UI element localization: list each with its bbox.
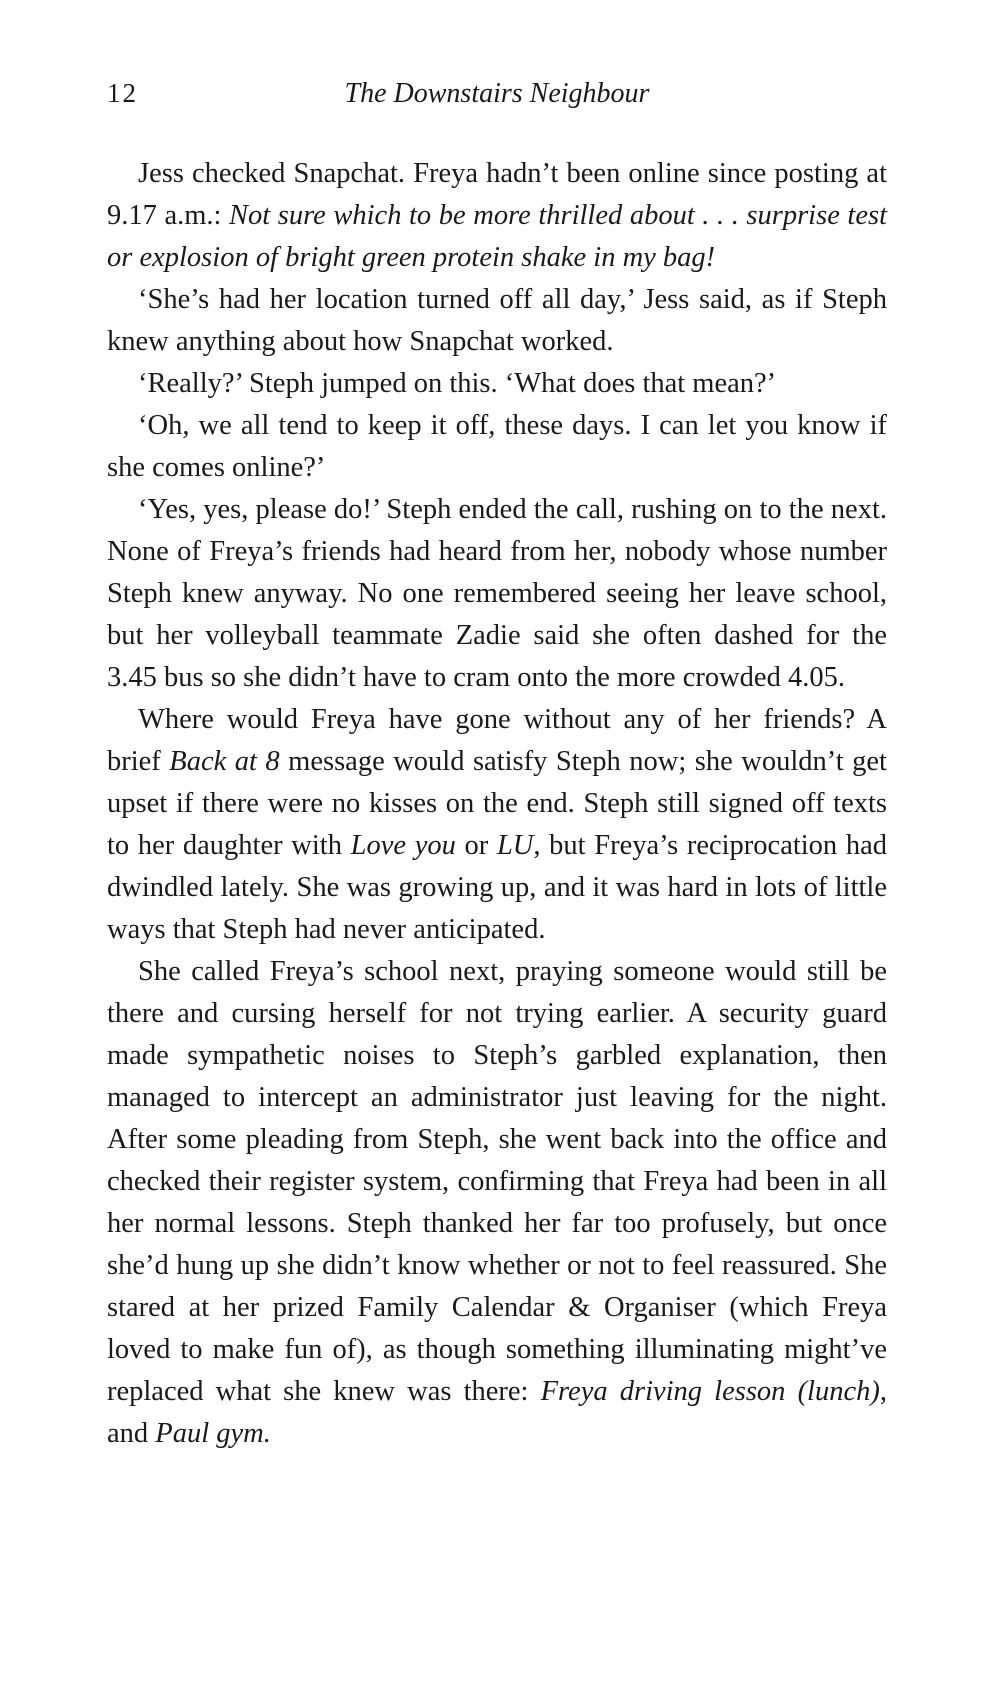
page-number: 12 [107,78,138,108]
text-run: , but Freya’s reciprocation had dwindled lately. She was growing up, and it was hard in lots of little ways that Steph had never anticipated. [107,830,887,945]
body-text [107,153,887,1455]
italic-text: LU [496,830,534,861]
paragraph [107,363,887,405]
paragraph [107,699,887,951]
text-run: , and [107,1376,887,1449]
text-run: ‘Oh, we all tend to keep it off, these days. I can let you know if she comes online?’ [107,410,887,483]
running-header [107,78,887,118]
running-title: The Downstairs Neighbour [344,78,650,109]
text-run: ‘Yes, yes, please do!’ Steph ended the call, rushing on to the next. None of Freya’s friends had heard from her, nobody whose number Steph knew anyway. No one remembered seeing her leave school, but her volleyball teammate Zadie said she often dashed for the 3.45 bus so she didn’t have to cram onto the more crowded 4.05. [107,494,887,693]
paragraph [107,951,887,1455]
text-run: Jess checked Snapchat. Freya hadn’t been online since posting at 9.17 a.m.: [107,158,887,231]
text-run: She called Freya’s school next, praying someone would still be there and cursing herself for not trying earlier. A security guard made sympathetic noises to Steph’s garbled explanation, then managed to intercept an administrator just leaving for the night. After some pleading from Steph, she went back into the office and checked their register system, confirming that Freya had been in all her normal lessons. Steph thanked her far too profusely, but once she’d hung up she didn’t know whether or not to feel reassured. She stared at her prized Family Calendar & Organiser (which Freya loved to make fun of), as though something illuminating might’ve replaced what she knew was there: [107,956,887,1407]
italic-text: Paul gym. [155,1418,271,1449]
paragraph [107,153,887,279]
italic-text: Freya driving lesson (lunch) [540,1376,880,1407]
text-run: message would satisfy Steph now; she wouldn’t get upset if there were no kisses on the end. Steph still signed off texts to her daughter with [107,746,887,861]
italic-text: Not sure which to be more thrilled about . . . surprise test or explosion of bright green protein shake in my bag! [107,200,887,273]
paragraph [107,405,887,489]
text-run: or [455,830,497,861]
paragraph [107,489,887,699]
paragraph [107,279,887,363]
text-run: Where would Freya have gone without any of her friends? A brief [107,704,887,777]
italic-text: Love you [350,830,456,861]
italic-text: Back at 8 [169,746,280,777]
text-run: ‘Really?’ Steph jumped on this. ‘What does that mean?’ [138,368,777,399]
text-run: ‘She’s had her location turned off all day,’ Jess said, as if Steph knew anything about how Snapchat worked. [107,284,887,357]
